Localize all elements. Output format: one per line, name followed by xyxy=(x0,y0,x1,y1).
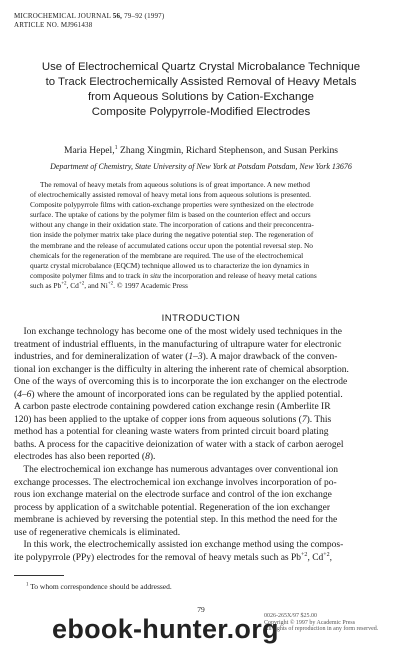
body-line: (4–6) where the amount of incorporated ions can be regulated by the applied potential. xyxy=(14,389,343,400)
title-line: from Aqueous Solutions by Cation-Exchange xyxy=(87,91,315,103)
body-line: baths. A process for the capacitive deionization of water with a stack of carbon aerogel xyxy=(14,439,344,450)
author-rest: Zhang Xingmin, Richard Stephenson, and Susan Perkins xyxy=(117,145,338,157)
page-number: 79 xyxy=(197,605,205,614)
abstract-line: surface. The uptake of cations by the polymer film is based on the counterion effect and occurs xyxy=(30,210,311,220)
abstract-text: . © 1997 Academic Press xyxy=(113,280,188,290)
abstract xyxy=(30,180,373,291)
abstract-line: chemicals for the regeneration of the membrane are required. The use of the electrochemical xyxy=(30,250,304,260)
abstract-text: such as Pb xyxy=(30,280,62,290)
body-line: exchange processes. The electrochemical ion exchange involves incorporation of po- xyxy=(14,477,337,488)
charge-superscript: +2 xyxy=(323,551,330,558)
body-text: ite polypyrrole (PPy) electrodes for the removal of heavy metals such as Pb xyxy=(14,552,302,563)
body-line: electrodes has also been reported (8). xyxy=(14,452,156,463)
issn-price: 0026-265X/97 $25.00 xyxy=(264,613,317,619)
copyright-line: Copyright © 1997 by Academic Press xyxy=(264,619,356,626)
body-line: One of the ways of overcoming this is to incorporate the ion exchanger on the electrode xyxy=(14,377,348,388)
body-line: A carbon paste electrode containing powdered cation exchange resin (Amberlite IR xyxy=(14,402,331,413)
abstract-text: , Cd xyxy=(66,280,79,290)
publication-info xyxy=(264,613,378,633)
watermark: ebook-hunter.org xyxy=(52,614,279,644)
author-list xyxy=(0,145,402,156)
journal-name: MICROCHEMICAL JOURNAL xyxy=(14,12,111,20)
body-line: process by application of a switchable potential. Regeneration of the ion exchanger xyxy=(14,502,331,513)
article-number: ARTICLE NO. MJ961438 xyxy=(14,21,93,29)
journal-volume: 56, xyxy=(112,12,123,20)
introduction-body xyxy=(14,326,390,564)
title-line: Use of Electrochemical Quartz Crystal Microbalance Technique xyxy=(41,61,361,73)
charge-superscript: +2 xyxy=(61,281,67,287)
body-line xyxy=(14,552,390,565)
abstract-line: quartz crystal microbalance (EQCM) technique allowed us to characterize the ion dynamics in xyxy=(30,260,310,270)
abstract-line: without any change in their oxidation state. The incorporation of cations and their preconcentra- xyxy=(30,220,314,230)
body-line: Ion exchange technology has become one of the most widely used techniques in the xyxy=(14,327,342,337)
affiliation: Department of Chemistry, State University of New York at Potsdam Potsdam, New York 13676 xyxy=(50,162,352,171)
journal-pages: 79–92 (1997) xyxy=(124,12,165,20)
footnote xyxy=(26,582,172,591)
body-line: rous ion exchange material on the electrode surface and control of the ion exchange xyxy=(14,490,332,501)
abstract-line xyxy=(30,281,373,291)
abstract-line: tion inside the polymer matrix take place during the negative potential step. The regeneration of xyxy=(30,230,314,240)
body-line: treatment of industrial effluents, in the manufacturing of ultrapure water for electronic xyxy=(14,339,342,350)
footnote-mark: 1 xyxy=(26,582,29,588)
rights-line: All rights of reproduction in any form reserved. xyxy=(264,626,379,632)
charge-superscript: +2 xyxy=(78,281,85,287)
body-line: industries, and for demineralization of water (1–3). A major drawback of the conven- xyxy=(14,352,338,363)
abstract-text: , and Ni xyxy=(84,280,108,290)
section-heading-introduction: INTRODUCTION xyxy=(161,313,241,324)
body-line: In this work, the electrochemically assisted ion exchange method using the compos- xyxy=(14,540,344,551)
abstract-text: the incorporation and release of heavy metal cations xyxy=(160,270,317,280)
footnote-rule xyxy=(14,575,64,576)
author-footnote-mark: 1 xyxy=(114,145,118,151)
journal-header xyxy=(14,12,164,21)
title-line: to Track Electrochemically Assisted Removal of Heavy Metals xyxy=(45,76,357,88)
body-line: tional ion exchanger is the difficulty in altering the inherent rate of chemical absorption. xyxy=(14,364,349,375)
abstract-line xyxy=(30,271,373,281)
author-first: Maria Hepel, xyxy=(64,145,115,157)
charge-superscript: +2 xyxy=(107,281,114,287)
charge-superscript: +2 xyxy=(301,551,308,558)
body-text: , Cd xyxy=(307,552,324,563)
title-line: Composite Polypyrrole-Modified Electrodes xyxy=(91,106,311,118)
body-line: 120) has been applied to the uptake of copper ions from aqueous solutions (7). This xyxy=(14,414,332,425)
paper-title xyxy=(10,60,392,120)
body-line: membrane is achieved by reversing the potential step. In this method the need for the xyxy=(14,515,338,526)
abstract-line: The removal of heavy metals from aqueous solutions is of great importance. A new method xyxy=(40,180,310,189)
abstract-line: the membrane and the release of accumulated cations occur upon the potential reversal step. No xyxy=(30,240,313,250)
abstract-text: composite polymer films and to track xyxy=(30,270,143,280)
body-line: method has a potential for cleaning waste waters from printed circuit board plating xyxy=(14,427,329,438)
abstract-line: of electrochemically assisted removal of heavy metal ions from aqueous solutions is presented. xyxy=(30,190,311,200)
footnote-text: To whom correspondence should be addressed. xyxy=(28,582,172,591)
abstract-italic: in situ xyxy=(142,270,161,280)
body-line: The electrochemical ion exchange has numerous advantages over conventional ion xyxy=(14,465,339,476)
body-text: , xyxy=(329,552,333,563)
abstract-line: Composite polypyrrole films with cation-exchange properties were synthesized on the electrode xyxy=(30,200,314,210)
body-line: use of regenerative chemicals is eliminated. xyxy=(14,527,181,538)
